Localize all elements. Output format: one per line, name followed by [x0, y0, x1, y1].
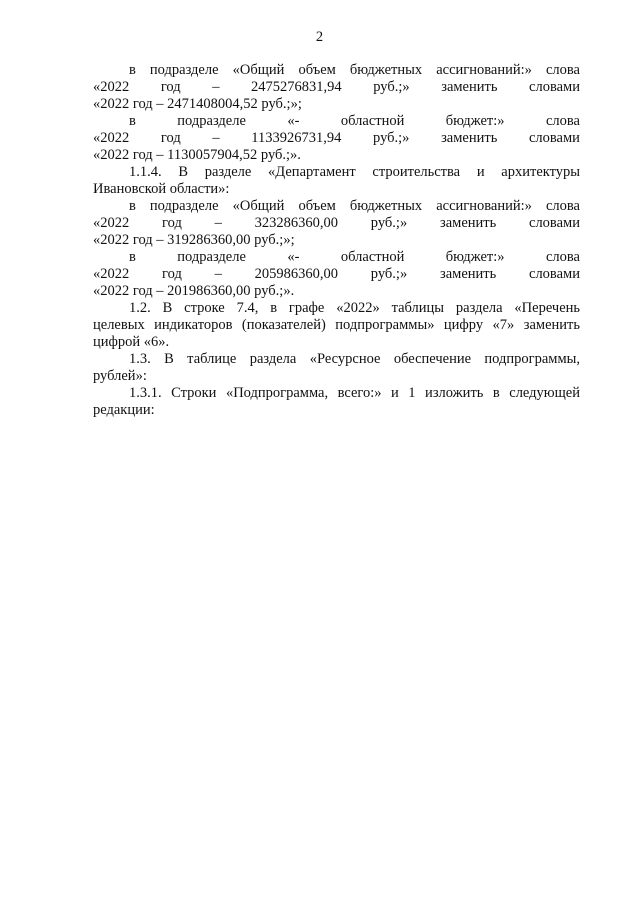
line-word: «2022 — [93, 266, 130, 282]
line-word: бюджет:» — [445, 113, 505, 129]
line-word: руб.;» — [370, 215, 408, 231]
line-word: 205986360,00 — [254, 266, 339, 282]
text-line — [93, 249, 580, 266]
line-word: – — [214, 215, 222, 231]
text-line: «2022 год – 2471408004,52 руб.;»; — [93, 96, 302, 112]
line-word: словами — [529, 266, 580, 282]
line-word: руб.;» — [373, 79, 410, 95]
line-word: заменить — [441, 130, 498, 146]
line-word: 2475276831,94 — [251, 79, 342, 95]
text-line — [93, 266, 580, 283]
line-word: «2022 — [93, 215, 130, 231]
line-word: – — [212, 79, 220, 95]
text-line: рублей»: — [93, 368, 147, 384]
line-word: словами — [528, 130, 580, 146]
line-word: «- — [287, 249, 300, 265]
line-word: «2022 — [93, 130, 130, 146]
text-line: в подразделе «Общий объем бюджетных ассигнований:» слова — [129, 62, 580, 78]
text-line: 1.3. В таблице раздела «Ресурсное обеспечение подпрограммы, — [129, 351, 580, 367]
text-line: целевых индикаторов (показателей) подпрограммы» цифру «7» заменить — [93, 317, 580, 333]
line-word: заменить — [439, 266, 497, 282]
line-word: год — [162, 215, 182, 231]
line-word: «2022 — [93, 79, 130, 95]
line-word: слова — [545, 249, 580, 265]
text-line: в подразделе «Общий объем бюджетных ассигнований:» слова — [129, 198, 580, 214]
text-line: редакции: — [93, 402, 155, 418]
text-line: 1.1.4. В разделе «Департамент строительства и архитектуры — [129, 164, 580, 180]
line-word: год — [160, 130, 181, 146]
line-word: словами — [529, 215, 580, 231]
text-line: «2022 год – 201986360,00 руб.;». — [93, 283, 295, 299]
line-word: руб.;» — [373, 130, 410, 146]
text-line: 1.3.1. Строки «Подпрограмма, всего:» и 1 изложить в следующей — [129, 385, 580, 401]
text-line: «2022 год – 319286360,00 руб.;»; — [93, 232, 295, 248]
text-line — [93, 130, 580, 147]
line-word: слова — [545, 113, 580, 129]
document-body — [93, 62, 580, 419]
line-word: областной — [340, 249, 405, 265]
line-word: руб.;» — [370, 266, 408, 282]
text-line: 1.2. В строке 7.4, в графе «2022» таблицы раздела «Перечень — [129, 300, 580, 316]
text-line: «2022 год – 1130057904,52 руб.;». — [93, 147, 301, 163]
line-word: заменить — [441, 79, 498, 95]
line-word: подразделе — [177, 113, 246, 129]
line-word: год — [160, 79, 181, 95]
text-line — [93, 215, 580, 232]
text-line: Ивановской области»: — [93, 181, 230, 197]
line-word: 1133926731,94 — [251, 130, 342, 146]
line-word: заменить — [439, 215, 497, 231]
line-word: – — [214, 266, 222, 282]
line-word: подразделе — [177, 249, 246, 265]
line-word: областной — [340, 113, 405, 129]
line-word: бюджет:» — [445, 249, 505, 265]
line-word: – — [212, 130, 220, 146]
line-word: в — [129, 113, 136, 129]
line-word: год — [162, 266, 182, 282]
text-line: цифрой «6». — [93, 334, 170, 350]
line-word: в — [129, 249, 136, 265]
page-number: 2 — [315, 29, 324, 45]
text-line — [93, 79, 580, 96]
line-word: 323286360,00 — [254, 215, 339, 231]
line-word: словами — [529, 79, 580, 95]
text-line — [93, 113, 580, 130]
line-word: «- — [287, 113, 300, 129]
